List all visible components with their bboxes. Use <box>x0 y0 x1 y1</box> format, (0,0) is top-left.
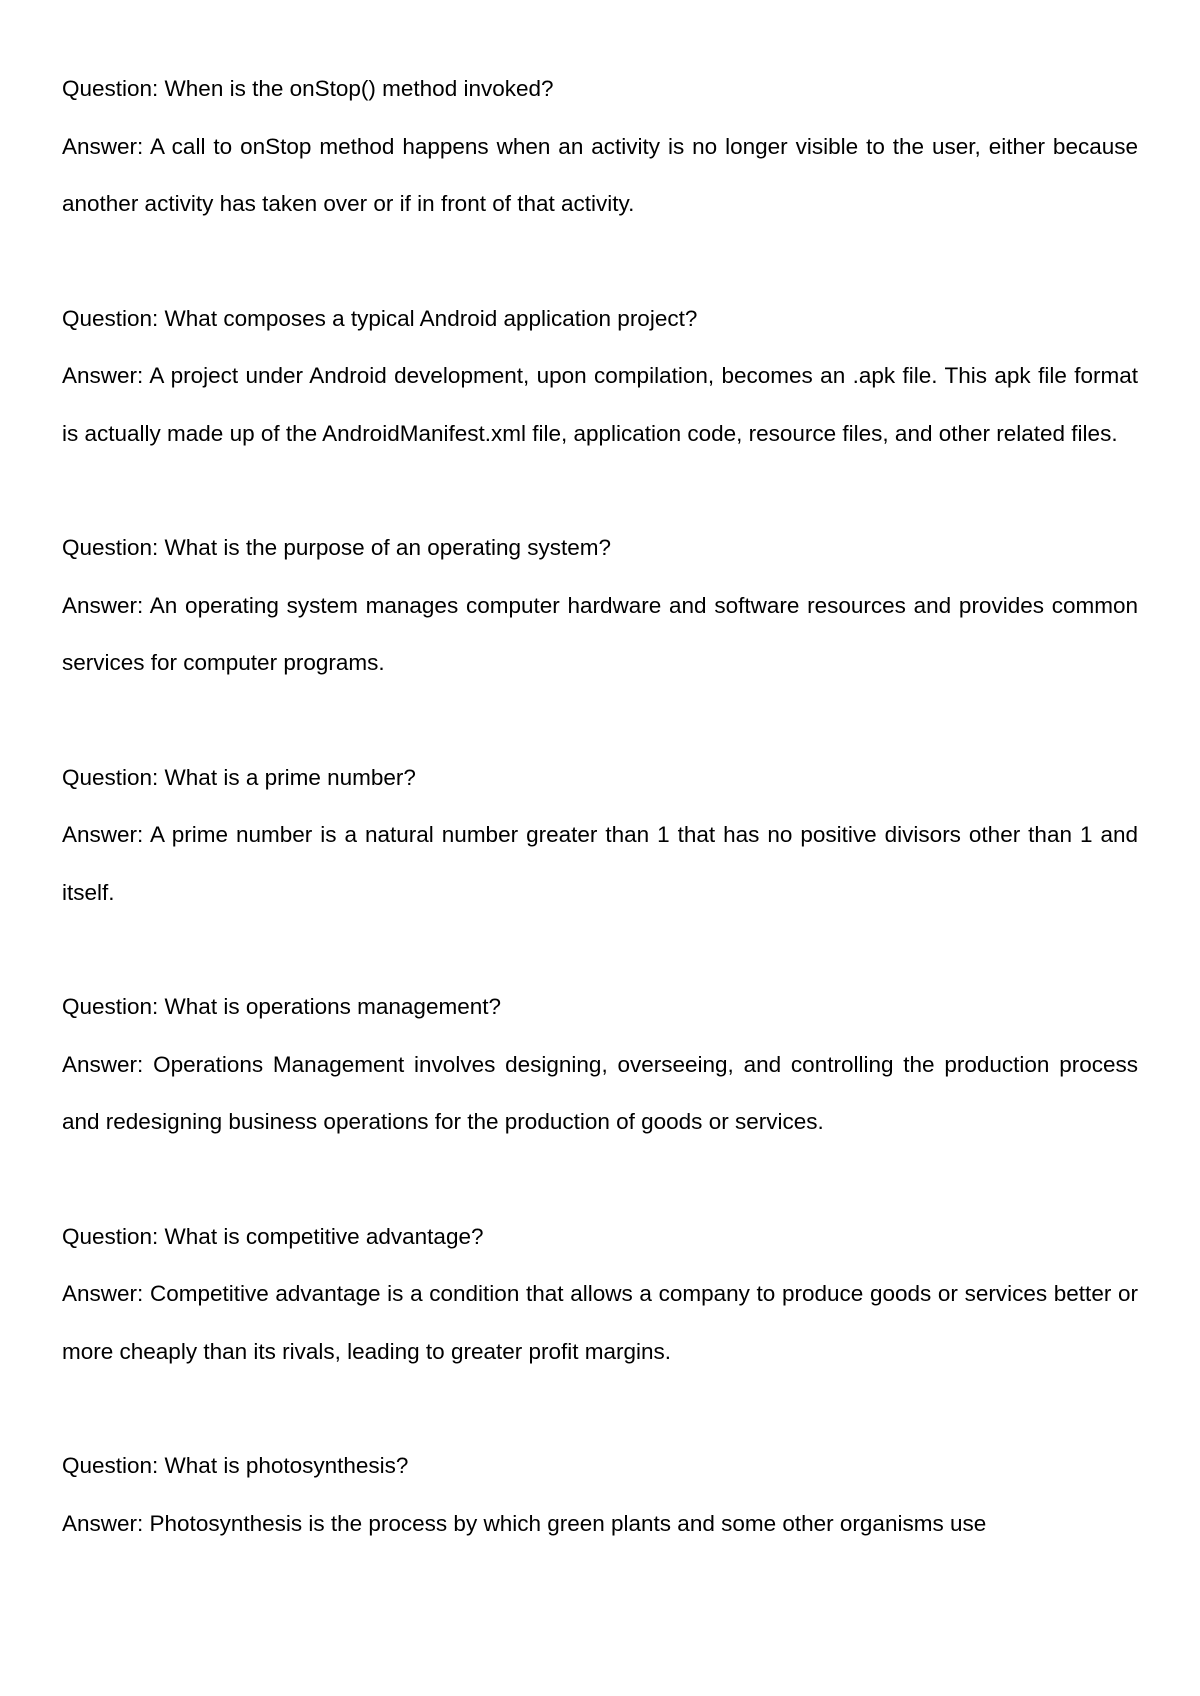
question-text: Question: What composes a typical Android application project? <box>62 305 698 331</box>
answer-text: Answer: Operations Management involves designing, overseeing, and controlling the production process and redesigning business operations for the production of goods or services. <box>62 1051 1138 1134</box>
document-page <box>62 60 1138 1552</box>
qa-item <box>62 1437 1138 1552</box>
question-text: Question: What is operations management? <box>62 994 501 1019</box>
question-text: Question: What is a prime number? <box>62 764 416 790</box>
answer-text: Answer: A prime number is a natural number greater than 1 that has no positive divisors other than 1 and itself. <box>62 822 1138 905</box>
qa-item <box>62 1208 1138 1381</box>
answer-text: Answer: Competitive advantage is a condition that allows a company to produce goods or services better or more cheaply than its rivals, leading to greater profit margins. <box>62 1281 1138 1364</box>
qa-item <box>62 749 1138 922</box>
answer-text: Answer: A project under Android development, upon compilation, becomes an .apk file. This apk file format is actually made up of the AndroidManifest.xml file, application code, resource files, and other related files. <box>62 363 1138 446</box>
question-text: Question: What is the purpose of an operating system? <box>62 535 612 560</box>
qa-item <box>62 978 1138 1151</box>
answer-text: Answer: A call to onStop method happens when an activity is no longer visible to the user, either because another activity has taken over or if in front of that activity. <box>62 133 1138 216</box>
answer-text: Answer: Photosynthesis is the process by which green plants and some other organisms use <box>62 1510 987 1536</box>
question-text: Question: When is the onStop() method invoked? <box>62 76 554 101</box>
qa-item <box>62 290 1138 463</box>
question-text: Question: What is photosynthesis? <box>62 1453 409 1478</box>
question-text: Question: What is competitive advantage? <box>62 1223 484 1249</box>
qa-item <box>62 60 1138 233</box>
answer-text: Answer: An operating system manages computer hardware and software resources and provides common services for computer programs. <box>62 592 1138 675</box>
qa-item <box>62 519 1138 692</box>
